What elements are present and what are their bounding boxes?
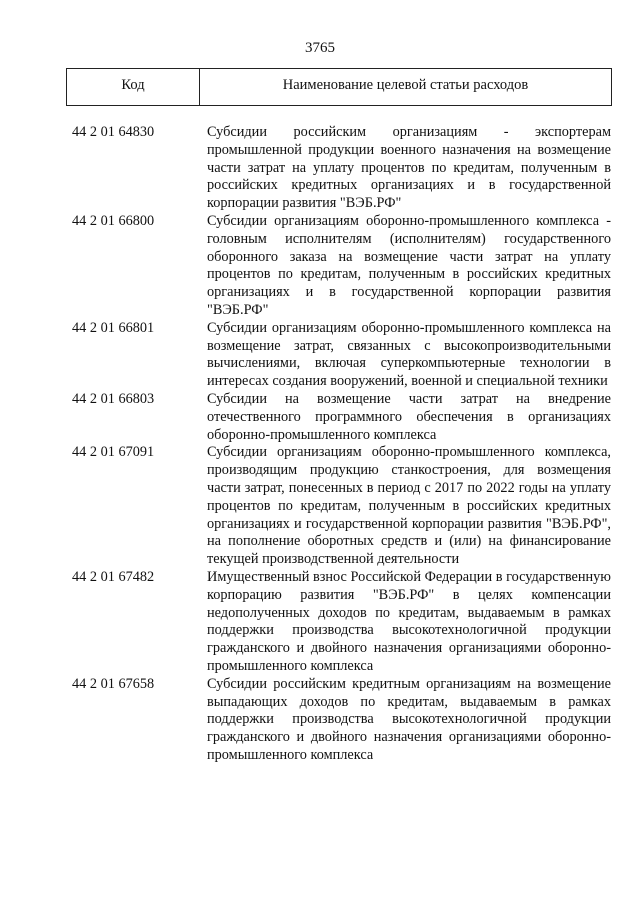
table-row [0,124,640,213]
row-code: 44 2 01 66800 [72,212,155,229]
row-description: Субсидии организациям оборонно-промышленного комплекса на возмещение затрат, связанных с высокопроизводительными вычислениями, включая суперкомпьютерные технологии в интересах создания вооружений, военной и специальной техники [207,319,611,390]
table-row [0,444,640,569]
table-row [0,676,640,765]
row-code: 44 2 01 64830 [72,124,155,140]
column-header-name: Наименование целевой статьи расходов [282,77,529,93]
page-number: 3765 [305,40,335,56]
table-row [0,320,640,391]
row-code: 44 2 01 66801 [72,319,155,336]
table-row [0,569,640,676]
row-description: Субсидии российским организациям - экспортерам промышленной продукции военного назначения на возмещение части затрат на уплату процентов по кредитам, полученным в российских кредитных организациях и в государственной корпорации развития "ВЭБ.РФ" [207,124,611,212]
table-header [66,68,612,106]
row-code: 44 2 01 66803 [72,390,155,407]
row-description: Субсидии организациям оборонно-промышленного комплекса, производящим продукцию станкостроения, для возмещения части затрат, понесенных в период с 2017 по 2022 годы на уплату процентов по кредитам, полученным в российских кредитных организациях и государственной корпорации развития "ВЭБ.РФ", на пополнение оборотных средств и (или) на финансирование текущей производственной деятельности [207,444,611,568]
table-row [0,213,640,320]
row-code: 44 2 01 67091 [72,444,155,461]
column-header-code: Код [67,69,200,105]
row-description: Субсидии российским кредитным организациям на возмещение выпадающих доходов по кредитам, выдаваемым в рамках поддержки производства высокотехнологичной продукции гражданского и двойного назначения организациями оборонно-промышленного комплекса [207,675,611,763]
row-description: Имущественный взнос Российской Федерации в государственную корпорацию развития "ВЭБ.РФ" в целях компенсации недополученных доходов по кредитам, выдаваемым в рамках поддержки производства высокотехнологичной продукции гражданского и двойного назначения организациями оборонно-промышленного комплекса [207,568,611,674]
row-description: Субсидии организациям оборонно-промышленного комплекса - головным исполнителям (исполнителям) государственного оборонного заказа на возмещение части затрат на уплату процентов по кредитам, полученным в российских кредитных организациях и в государственной корпорации развития "ВЭБ.РФ" [207,212,611,318]
row-description: Субсидии на возмещение части затрат на внедрение отечественного программного обеспечения в организациях оборонно-промышленного комплекса [207,390,611,443]
row-code: 44 2 01 67658 [72,675,155,692]
row-code: 44 2 01 67482 [72,568,155,585]
expense-items-list [0,124,640,765]
table-row [0,391,640,444]
